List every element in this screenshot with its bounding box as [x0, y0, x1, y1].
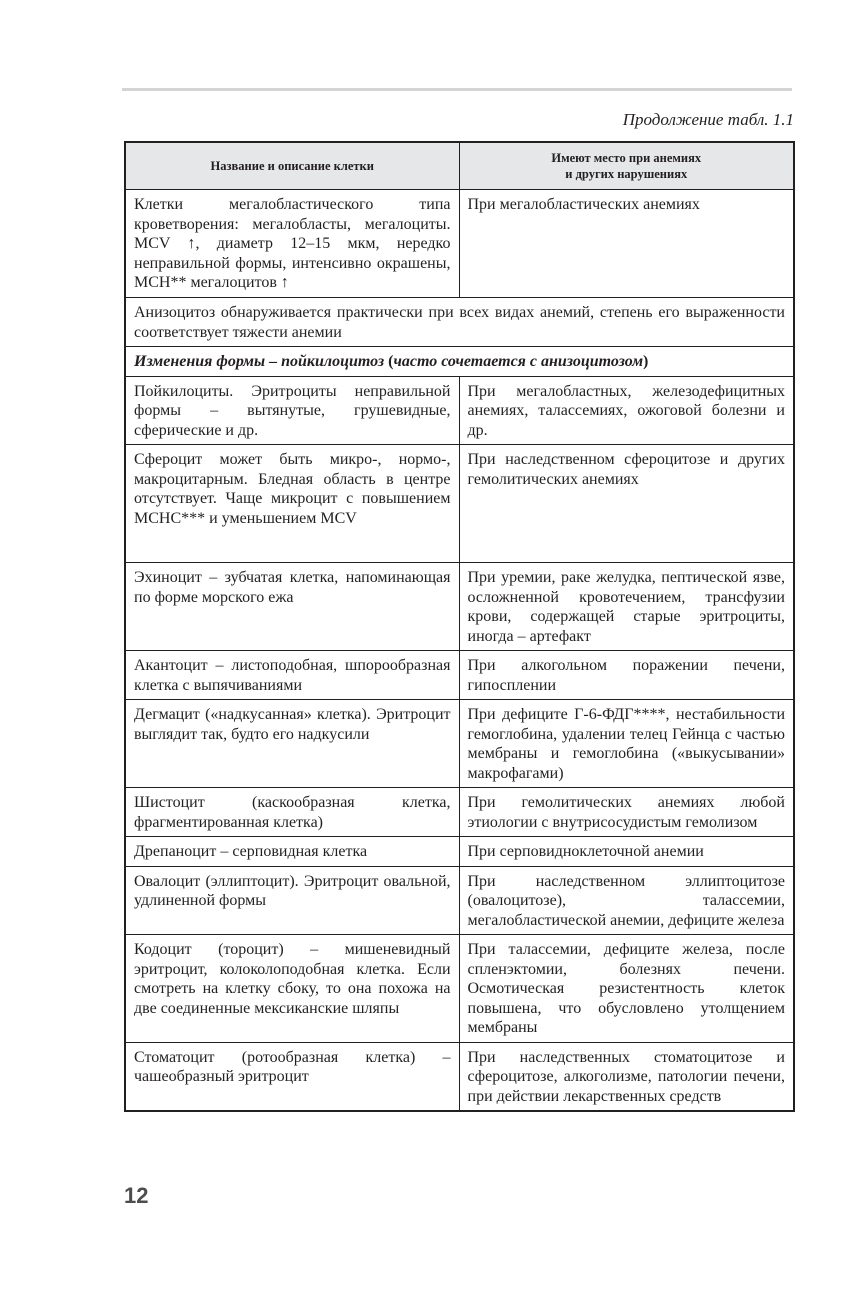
- table-row: [125, 700, 794, 788]
- table-row: [125, 445, 794, 563]
- cell-conditions: При гемолитических анемиях любой этиологии с внутрисосудистым гемолизом: [459, 788, 794, 837]
- cell-description: Пойкилоциты. Эритроциты неправильной формы – вытянутые, грушевидные, сферические и др.: [125, 376, 459, 445]
- cell-description: Клетки мегалобластического типа кроветворения: мегалобласты, мегалоциты. MCV ↑, диаметр 12–15 мкм, нередко неправильной формы, интенсивно окрашены, MCH** мегалоцитов ↑: [125, 190, 459, 298]
- cell-conditions: При уремии, раке желудка, пептической язве, осложненной кровотечением, трансфузии крови, содержащей старые эритроциты, иногда – артефакт: [459, 563, 794, 651]
- cell-conditions: При наследственных стоматоцитозе и сфероцитозе, алкоголизме, патологии печени, при действии лекарственных средств: [459, 1042, 794, 1111]
- section-row: [125, 347, 794, 377]
- header-label: Имеют место при анемиях: [551, 151, 702, 165]
- cell-description: Эхиноцит – зубчатая клетка, напоминающая по форме морского ежа: [125, 563, 459, 651]
- page-number: 12: [124, 1183, 149, 1208]
- cell-description: Дегмацит («надкусанная» клетка). Эритроцит выглядит так, будто его надкусили: [125, 700, 459, 788]
- header-label: и других нарушениях: [565, 167, 688, 181]
- table-row: [125, 563, 794, 651]
- cell-conditions: При талассемии, дефиците железа, после спленэктомии, болезнях печени. Осмотическая резистентность клеток повышена, что обусловлено утолщением мембраны: [459, 935, 794, 1043]
- table-row: [125, 837, 794, 867]
- top-rule: [122, 88, 792, 91]
- header-cell-name: [125, 142, 459, 190]
- section-heading: [125, 347, 794, 377]
- section-title: Изменения формы – пойкилоцитоз: [134, 353, 385, 370]
- cell-conditions: При мегалобластических анемиях: [459, 190, 794, 298]
- cell-description: Дрепаноцит – серповидная клетка: [125, 837, 459, 867]
- cell-description: Шистоцит (каскообразная клетка, фрагментированная клетка): [125, 788, 459, 837]
- cell-conditions: При алкогольном поражении печени, гипосплении: [459, 651, 794, 700]
- header-label: Название и описание клетки: [210, 159, 374, 173]
- paren-close: ): [643, 353, 649, 370]
- paren-open: (: [384, 353, 394, 370]
- cell-anisocytosis-note: Анизоцитоз обнаруживается практически при всех видах анемий, степень его выраженности соответствует тяжести анемии: [125, 298, 794, 347]
- cell-description: Кодоцит (тороцит) – мишеневидный эритроцит, колоколоподобная клетка. Если смотреть на клетку сбоку, то она похожа на две соединенные мексиканские шляпы: [125, 935, 459, 1043]
- cell-conditions: При наследственном сфероцитозе и других гемолитических анемиях: [459, 445, 794, 563]
- table-row: [125, 376, 794, 445]
- table-row: [125, 1042, 794, 1111]
- cell-conditions: При серповидноклеточной анемии: [459, 837, 794, 867]
- cell-description: Овалоцит (эллиптоцит). Эритроцит овальной, удлиненной формы: [125, 866, 459, 935]
- cell-conditions: При наследственном эллиптоцитозе (овалоцитозе), талассемии, мегалобластической анемии, дефиците железа: [459, 866, 794, 935]
- cell-description: Стоматоцит (ротообразная клетка) – чашеобразный эритроцит: [125, 1042, 459, 1111]
- erythrocyte-morphology-table: [124, 141, 795, 1112]
- header-cell-conditions: [459, 142, 794, 190]
- table-row: [125, 935, 794, 1043]
- table-row: [125, 788, 794, 837]
- section-subtitle: часто сочетается с анизоцитозом: [393, 353, 644, 370]
- table-row-span: [125, 298, 794, 347]
- cell-description: Сфероцит может быть микро-, нормо-, макроцитарным. Бледная область в центре отсутствует. Чаще микроцит с повышением MCHC*** и уменьшением MCV: [125, 445, 459, 563]
- cell-conditions: При дефиците Г-6-ФДГ****, нестабильности гемоглобина, удалении телец Гейнца с частью мембраны и гемоглобина («выкусывании» макрофагами): [459, 700, 794, 788]
- table-row: [125, 866, 794, 935]
- table-row: [125, 190, 794, 298]
- table-caption: Продолжение табл. 1.1: [622, 110, 794, 129]
- cell-conditions: При мегалобластных, железодефицитных анемиях, талассемиях, ожоговой болезни и др.: [459, 376, 794, 445]
- table-row: [125, 651, 794, 700]
- table-header-row: [125, 142, 794, 190]
- cell-description: Акантоцит – листоподобная, шпорообразная клетка с выпячиваниями: [125, 651, 459, 700]
